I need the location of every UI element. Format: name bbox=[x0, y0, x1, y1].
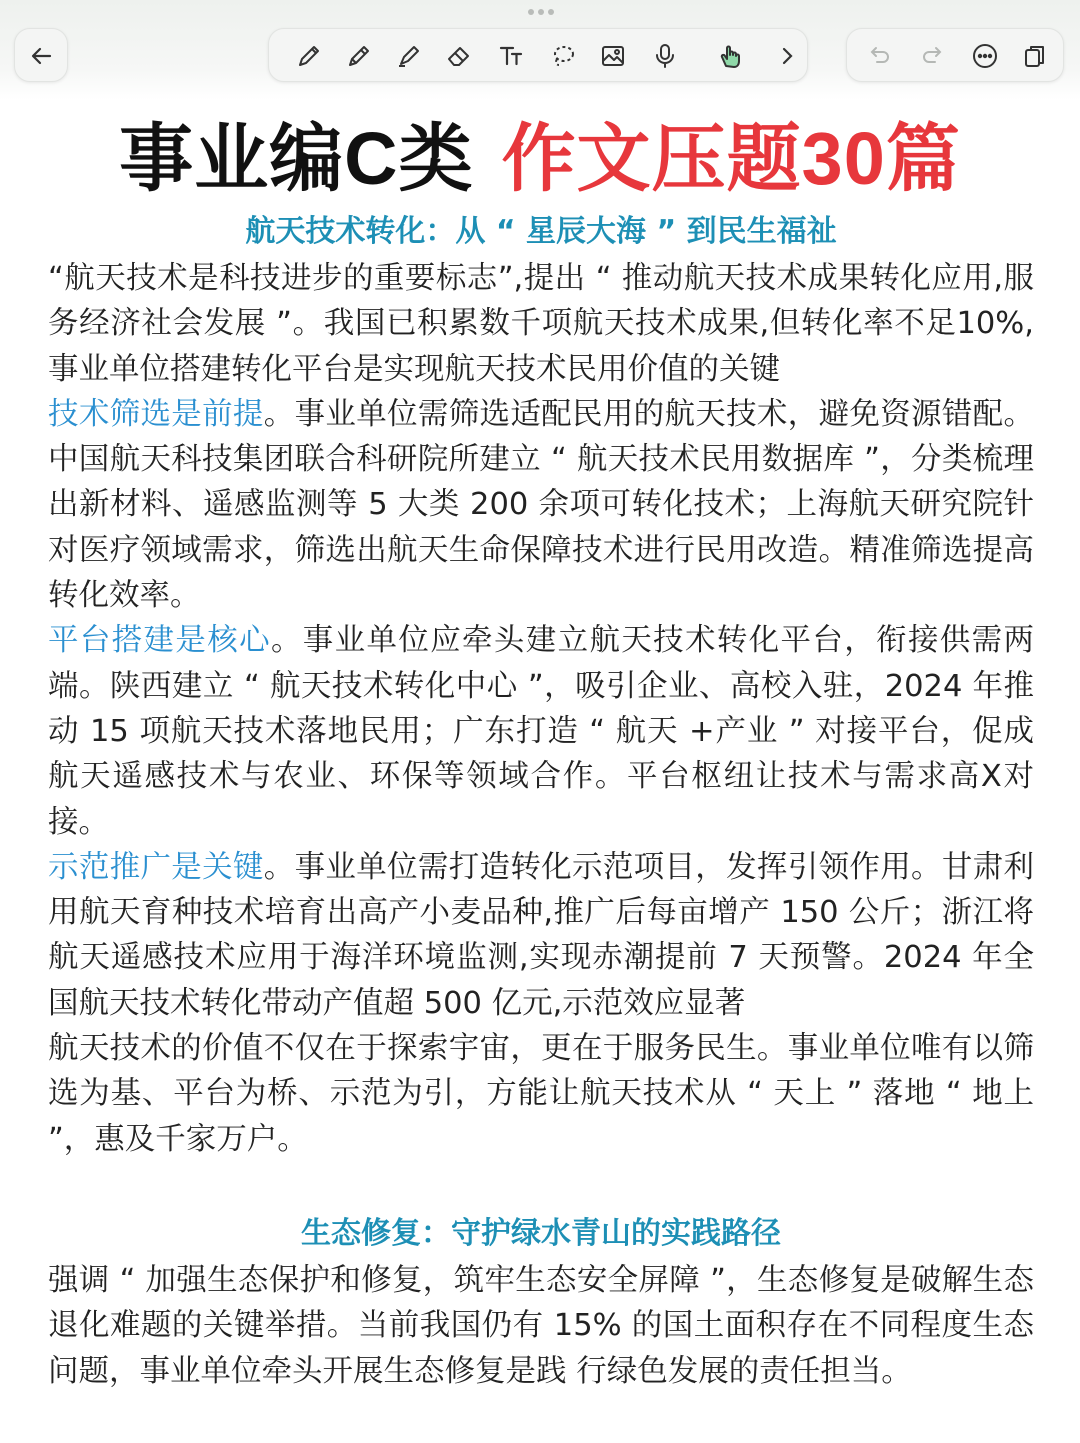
document-actions bbox=[846, 28, 1064, 82]
point-paragraph bbox=[48, 618, 1034, 844]
point-paragraph bbox=[48, 845, 1034, 1026]
point-paragraph bbox=[48, 392, 1034, 618]
point-body: 。事业单位应牵头建立航天技术转化平台，衔接供需两端。陕西建立 “ 航天技术转化中心 ”，吸引企业、高校入驻，2024 年推动 15 项航天技术落地民用；广东打造 “ 航天 +产业 ” 对接平台，促成航天遥感技术与农业、环保等领域合作。平台枢纽让技术与需求高X对接。 bbox=[48, 623, 1035, 840]
point-body: 。事业单位需筛选适配民用的航天技术，避免资源错配。中国航天科技集团联合科研院所建立 “ 航天技术民用数据库 ”，分类梳理出新材料、遥感监测等 5 大类 200 余项可转化技术；上海航天研究院针对医疗领域需求，筛选出航天生命保障技术进行民用改造。精准筛选提高转化效率。 bbox=[48, 396, 1035, 614]
top-toolbar bbox=[0, 0, 1080, 100]
pages-icon[interactable] bbox=[1013, 29, 1057, 83]
pencil-icon[interactable] bbox=[337, 29, 381, 83]
point-lead: 示范推广是关键 bbox=[48, 849, 264, 885]
essay-content bbox=[48, 208, 1034, 1394]
lasso-icon[interactable] bbox=[541, 29, 585, 83]
arrow-left-icon[interactable] bbox=[20, 29, 64, 83]
highlighter-icon[interactable] bbox=[387, 29, 431, 83]
section-conclusion: 航天技术的价值不仅在于探索宇宙，更在于服务民生。事业单位唯有以筛选为基、平台为桥、示范为引，方能让航天技术从 “ 天上 ” 落地 “ 地上 ”，惠及千家万户。 bbox=[48, 1031, 1034, 1157]
more-icon[interactable] bbox=[963, 29, 1007, 83]
pen-icon[interactable] bbox=[287, 29, 331, 83]
text-tool-icon[interactable] bbox=[489, 29, 533, 83]
drawing-tools bbox=[268, 28, 808, 82]
page-title bbox=[0, 108, 1080, 198]
section-intro: “航天技术是科技进步的重要标志”,提出 “ 推动航天技术成果转化应用,服务经济社会发展 ”。我国已积累数千项航天技术成果,但转化率不足10%,事业单位搭建转化平台是实现航天技术民用价值的关键 bbox=[48, 261, 1034, 387]
title-highlight: 作文压题30篇 bbox=[501, 117, 961, 200]
drag-handle[interactable] bbox=[526, 9, 556, 17]
point-lead: 平台搭建是核心 bbox=[48, 623, 271, 659]
redo-icon[interactable] bbox=[911, 29, 955, 83]
point-body: 。事业单位需打造转化示范项目，发挥引领作用。甘肃利用航天育种技术培育出高产小麦品种,推广后每亩增产 150 公斤；浙江将航天遥感技术应用于海洋环境监测,实现赤潮提前 7 天预警。2024 年全国航天技术转化带动产值超 500 亿元,示范效应显著 bbox=[48, 849, 1035, 1021]
section-aerospace bbox=[48, 208, 1034, 1162]
section-intro: 强调 “ 加强生态保护和修复，筑牢生态安全屏障 ”，生态修复是破解生态退化难题的关键举措。当前我国仍有 15% 的国土面积存在不同程度生态问题，事业单位牵头开展生态修复是践 行绿色发展的责任担当。 bbox=[48, 1262, 1034, 1389]
section-ecology bbox=[48, 1210, 1034, 1394]
image-icon[interactable] bbox=[591, 29, 635, 83]
undo-icon[interactable] bbox=[857, 29, 901, 83]
section-spacer bbox=[48, 1162, 1034, 1210]
hand-draw-icon[interactable] bbox=[709, 29, 753, 83]
eraser-icon[interactable] bbox=[437, 29, 481, 83]
section-heading: 航天技术转化：从 “ 星辰大海 ” 到民生福祉 bbox=[245, 214, 837, 249]
back-button-container bbox=[14, 28, 68, 82]
chevron-right-icon[interactable] bbox=[765, 29, 809, 83]
title-main: 事业编C类 bbox=[119, 117, 474, 200]
point-lead: 技术筛选是前提 bbox=[48, 396, 264, 432]
microphone-icon[interactable] bbox=[643, 29, 687, 83]
section-heading: 生态修复：守护绿水青山的实践路径 bbox=[301, 1215, 781, 1251]
